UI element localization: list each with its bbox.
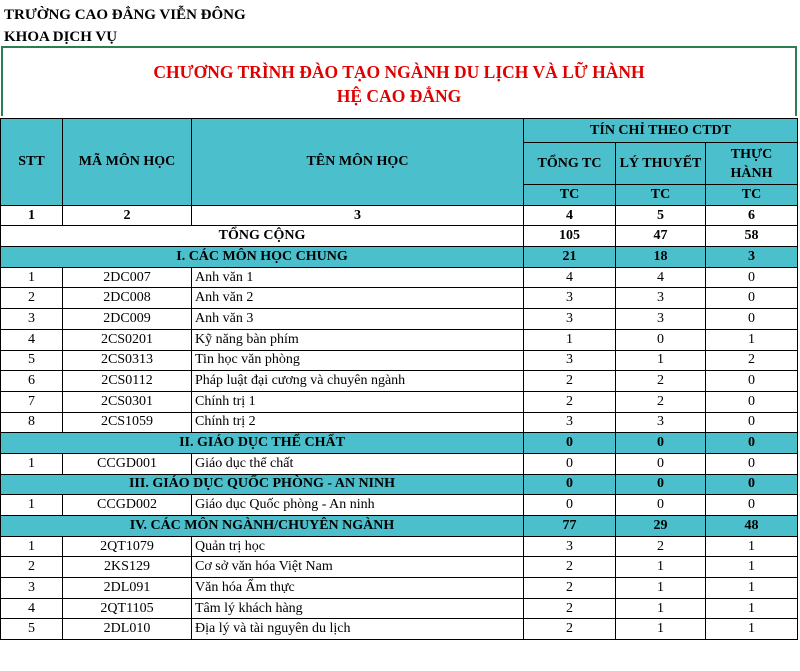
course-stt: 7	[1, 391, 63, 412]
course-total: 3	[524, 412, 616, 433]
course-name: Chính trị 2	[192, 412, 524, 433]
section-row	[1, 516, 798, 537]
course-name: Kỹ năng bàn phím	[192, 329, 524, 350]
course-theory: 1	[616, 578, 706, 599]
index-cell: 5	[616, 205, 706, 226]
course-stt: 1	[1, 495, 63, 516]
table-row	[1, 329, 798, 350]
course-total: 2	[524, 619, 616, 640]
course-theory: 2	[616, 536, 706, 557]
course-name: Tin học văn phòng	[192, 350, 524, 371]
section-theory: 29	[616, 516, 706, 537]
index-cell: 1	[1, 205, 63, 226]
section-theory: 0	[616, 474, 706, 495]
section-row	[1, 474, 798, 495]
course-stt: 5	[1, 619, 63, 640]
course-stt: 1	[1, 453, 63, 474]
header-name: TÊN MÔN HỌC	[192, 119, 524, 206]
course-code: 2QT1079	[63, 536, 192, 557]
table-row	[1, 391, 798, 412]
section-practice: 48	[706, 516, 798, 537]
index-cell: 3	[192, 205, 524, 226]
curriculum-table	[0, 118, 798, 640]
course-total: 3	[524, 350, 616, 371]
section-total: 21	[524, 247, 616, 268]
course-practice: 0	[706, 371, 798, 392]
course-practice: 1	[706, 557, 798, 578]
course-practice: 1	[706, 536, 798, 557]
course-theory: 3	[616, 309, 706, 330]
section-practice: 3	[706, 247, 798, 268]
course-theory: 0	[616, 329, 706, 350]
index-cell: 2	[63, 205, 192, 226]
course-name: Văn hóa Ẩm thực	[192, 578, 524, 599]
section-total: 0	[524, 474, 616, 495]
course-theory: 0	[616, 495, 706, 516]
school-name: TRƯỜNG CAO ĐẲNG VIỄN ĐÔNG	[4, 7, 246, 23]
course-code: 2CS0313	[63, 350, 192, 371]
index-cell: 4	[524, 205, 616, 226]
section-theory: 0	[616, 433, 706, 454]
course-total: 2	[524, 371, 616, 392]
course-stt: 1	[1, 267, 63, 288]
course-total: 2	[524, 557, 616, 578]
course-name: Quản trị học	[192, 536, 524, 557]
header-stt: STT	[1, 119, 63, 206]
course-stt: 4	[1, 329, 63, 350]
course-code: CCGD001	[63, 453, 192, 474]
school-header	[4, 4, 246, 48]
course-theory: 0	[616, 453, 706, 474]
course-practice: 0	[706, 267, 798, 288]
course-stt: 6	[1, 371, 63, 392]
course-code: 2CS1059	[63, 412, 192, 433]
course-practice: 0	[706, 391, 798, 412]
table-row	[1, 495, 798, 516]
course-total: 2	[524, 391, 616, 412]
table-row	[1, 371, 798, 392]
index-cell: 6	[706, 205, 798, 226]
section-practice: 0	[706, 433, 798, 454]
header-unit-theory: TC	[616, 185, 706, 206]
header-code: MÃ MÔN HỌC	[63, 119, 192, 206]
course-name: Giáo dục Quốc phòng - An ninh	[192, 495, 524, 516]
course-code: 2DL091	[63, 578, 192, 599]
course-theory: 1	[616, 557, 706, 578]
table-row	[1, 412, 798, 433]
course-total: 2	[524, 578, 616, 599]
section-label: IV. CÁC MÔN NGÀNH/CHUYÊN NGÀNH	[1, 516, 524, 537]
section-row	[1, 247, 798, 268]
course-code: 2DL010	[63, 619, 192, 640]
course-theory: 2	[616, 371, 706, 392]
program-title-box	[1, 46, 797, 116]
course-theory: 1	[616, 350, 706, 371]
course-name: Giáo dục thể chất	[192, 453, 524, 474]
course-name: Anh văn 3	[192, 309, 524, 330]
table-row	[1, 288, 798, 309]
department-name: KHOA DỊCH VỤ	[4, 29, 118, 45]
header-credit-group: TÍN CHỈ THEO CTDT	[524, 119, 798, 143]
course-total: 2	[524, 598, 616, 619]
course-total: 1	[524, 329, 616, 350]
course-code: 2DC009	[63, 309, 192, 330]
program-title: CHƯƠNG TRÌNH ĐÀO TẠO NGÀNH DU LỊCH VÀ LỮ HÀNH	[153, 62, 645, 82]
course-practice: 0	[706, 412, 798, 433]
course-code: 2QT1105	[63, 598, 192, 619]
course-name: Anh văn 2	[192, 288, 524, 309]
table-row	[1, 557, 798, 578]
course-theory: 1	[616, 619, 706, 640]
course-total: 0	[524, 495, 616, 516]
course-name: Tâm lý khách hàng	[192, 598, 524, 619]
course-stt: 5	[1, 350, 63, 371]
course-stt: 3	[1, 309, 63, 330]
course-practice: 1	[706, 329, 798, 350]
course-practice: 0	[706, 495, 798, 516]
course-code: 2CS0201	[63, 329, 192, 350]
section-theory: 18	[616, 247, 706, 268]
table-row	[1, 453, 798, 474]
index-row	[1, 205, 798, 226]
table-row	[1, 578, 798, 599]
grand-total-theory: 47	[616, 226, 706, 247]
section-label: I. CÁC MÔN HỌC CHUNG	[1, 247, 524, 268]
table-row	[1, 536, 798, 557]
course-practice: 0	[706, 309, 798, 330]
course-practice: 0	[706, 453, 798, 474]
course-theory: 4	[616, 267, 706, 288]
header-practice: THỰC HÀNH	[706, 143, 798, 185]
section-label: II. GIÁO DỤC THỂ CHẤT	[1, 433, 524, 454]
course-total: 3	[524, 288, 616, 309]
table-row	[1, 350, 798, 371]
course-stt: 3	[1, 578, 63, 599]
grand-total-total: 105	[524, 226, 616, 247]
grand-total-practice: 58	[706, 226, 798, 247]
table-row	[1, 619, 798, 640]
course-code: 2CS0301	[63, 391, 192, 412]
course-stt: 1	[1, 536, 63, 557]
course-practice: 0	[706, 288, 798, 309]
table-row	[1, 309, 798, 330]
course-code: 2DC008	[63, 288, 192, 309]
header-theory: LÝ THUYẾT	[616, 143, 706, 185]
course-name: Địa lý và tài nguyên du lịch	[192, 619, 524, 640]
header-total: TỔNG TC	[524, 143, 616, 185]
course-name: Cơ sở văn hóa Việt Nam	[192, 557, 524, 578]
section-label: III. GIÁO DỤC QUỐC PHÒNG - AN NINH	[1, 474, 524, 495]
program-subtitle: HỆ CAO ĐẲNG	[336, 86, 462, 106]
section-total: 77	[524, 516, 616, 537]
grand-total-row	[1, 226, 798, 247]
course-total: 4	[524, 267, 616, 288]
course-name: Pháp luật đại cương và chuyên ngành	[192, 371, 524, 392]
course-theory: 3	[616, 412, 706, 433]
section-row	[1, 433, 798, 454]
course-code: 2CS0112	[63, 371, 192, 392]
course-name: Anh văn 1	[192, 267, 524, 288]
course-practice: 1	[706, 598, 798, 619]
course-stt: 2	[1, 288, 63, 309]
course-stt: 4	[1, 598, 63, 619]
course-stt: 8	[1, 412, 63, 433]
course-total: 3	[524, 536, 616, 557]
table-row	[1, 267, 798, 288]
course-total: 0	[524, 453, 616, 474]
course-practice: 1	[706, 578, 798, 599]
table-row	[1, 598, 798, 619]
table-body	[1, 205, 798, 639]
header-unit-total: TC	[524, 185, 616, 206]
course-code: 2KS129	[63, 557, 192, 578]
course-theory: 3	[616, 288, 706, 309]
section-practice: 0	[706, 474, 798, 495]
course-code: 2DC007	[63, 267, 192, 288]
header-unit-practice: TC	[706, 185, 798, 206]
course-total: 3	[524, 309, 616, 330]
course-practice: 2	[706, 350, 798, 371]
course-theory: 1	[616, 598, 706, 619]
course-name: Chính trị 1	[192, 391, 524, 412]
course-stt: 2	[1, 557, 63, 578]
course-practice: 1	[706, 619, 798, 640]
course-theory: 2	[616, 391, 706, 412]
course-code: CCGD002	[63, 495, 192, 516]
grand-total-label: TỔNG CỘNG	[1, 226, 524, 247]
section-total: 0	[524, 433, 616, 454]
